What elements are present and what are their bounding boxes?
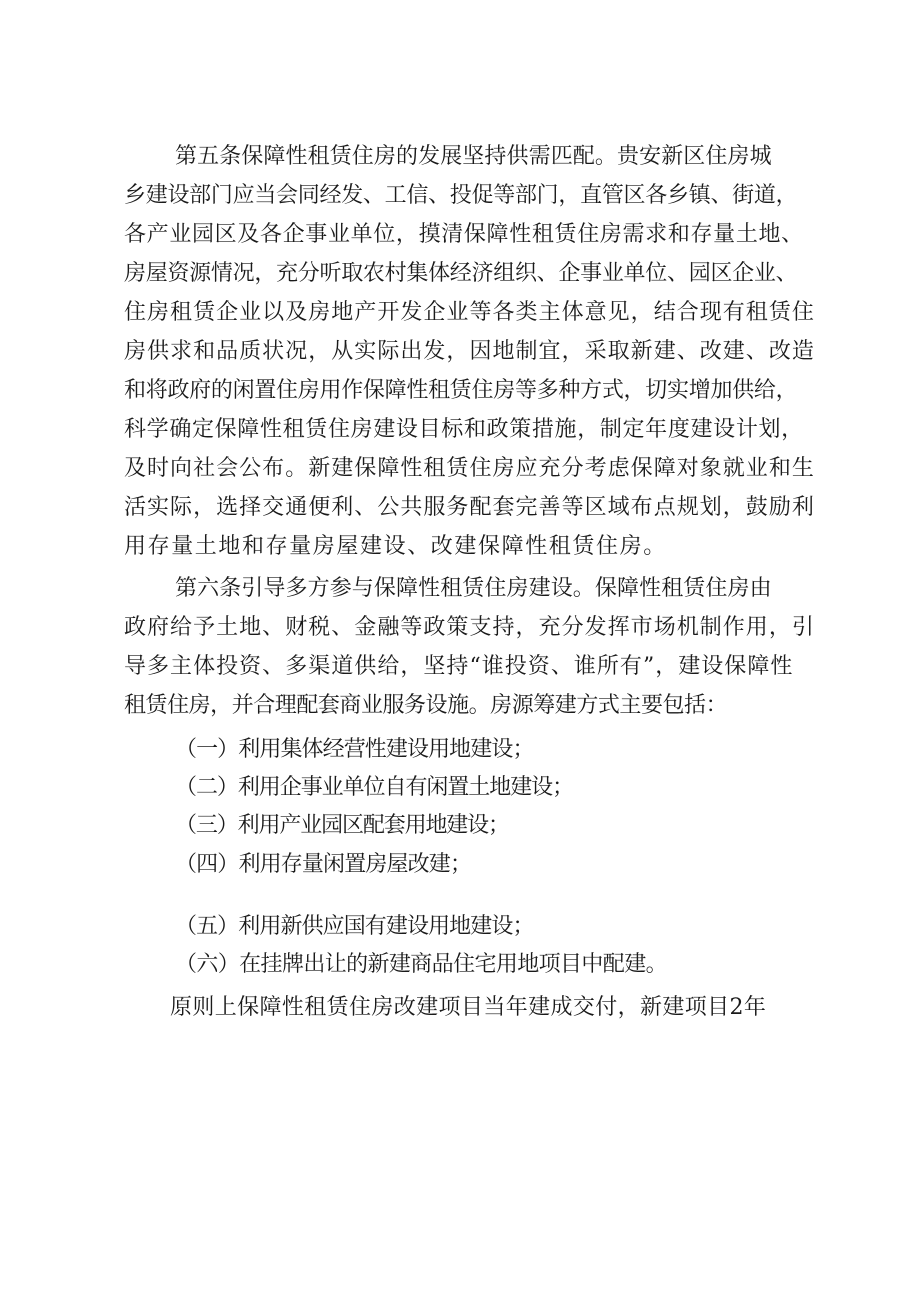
article6-line-1: 第六条引导多方参与保障性租赁住房建设。保障性租赁住房由 xyxy=(175,576,772,601)
article5-line-3: 各产业园区及各企事业单位，摸清保障性租赁住房需求和存量土地、 xyxy=(124,222,804,247)
article5-line-8: 科学确定保障性租赁住房建设目标和政策措施，制定年度建设计划， xyxy=(124,417,804,442)
article6-line-3: 导多主体投资、多渠道供给，坚持“谁投资、谁所有”，建设保障性 xyxy=(124,654,794,679)
article5-line-11: 用存量土地和存量房屋建设、改建保障性租赁住房。 xyxy=(124,534,667,559)
article5-line-1: 第五条保障性租赁住房的发展坚持供需匹配。贵安新区住房城 xyxy=(175,144,772,169)
article6-line-4: 租赁住房，并合理配套商业服务设施。房源筹建方式主要包括： xyxy=(124,693,728,718)
list-item-6: （六）在挂牌出让的新建商品住宅用地项目中配建。 xyxy=(175,952,667,977)
list-item-3: （三）利用产业园区配套用地建设； xyxy=(175,813,509,838)
article5-line-5: 住房租赁企业以及房地产开发企业等各类主体意见，结合现有租赁住 xyxy=(124,300,815,325)
article6-line-2: 政府给予土地、财税、金融等政策支持，充分发挥市场机制作用，引 xyxy=(124,615,815,640)
list-item-5: （五）利用新供应国有建设用地建设； xyxy=(175,914,534,939)
list-item-1: （一）利用集体经营性建设用地建设； xyxy=(175,737,534,762)
list-item-2: （二）利用企事业单位自有闲置土地建设； xyxy=(175,775,574,800)
list-item-4: （四）利用存量闲置房屋改建； xyxy=(175,852,472,877)
article5-line-10: 活实际，选择交通便利、公共服务配套完善等区域布点规划，鼓励利 xyxy=(124,495,815,520)
article5-line-4: 房屋资源情况，充分听取农村集体经济组织、企事业单位、园区企业、 xyxy=(124,261,798,286)
article5-line-6: 房供求和品质状况，从实际出发，因地制宜，采取新建、改建、改造 xyxy=(124,339,815,364)
article5-line-2: 乡建设部门应当会同经发、工信、投促等部门，直管区各乡镇、街道， xyxy=(124,183,798,208)
article5-line-7: 和将政府的闲置住房用作保障性租赁住房等多种方式，切实增加供给， xyxy=(124,378,798,403)
article5-line-9: 及时向社会公布。新建保障性租赁住房应充分考虑保障对象就业和生 xyxy=(124,456,815,481)
closing-line: 原则上保障性租赁住房改建项目当年建成交付，新建项目2年 xyxy=(170,995,767,1020)
